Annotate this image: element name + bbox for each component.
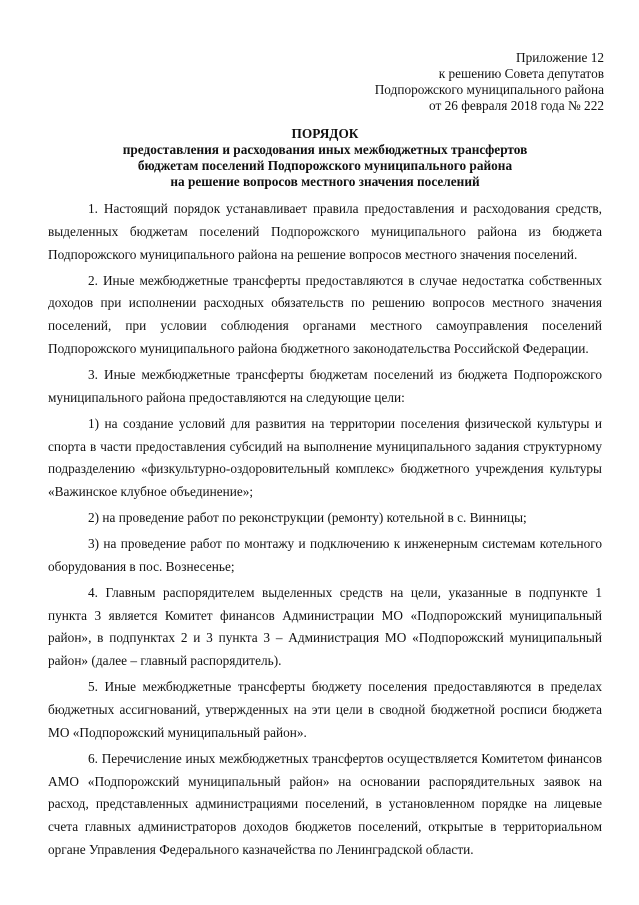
document-title (48, 126, 602, 190)
title-line-4: на решение вопросов местного значения поселений (170, 174, 480, 189)
document-body (48, 198, 602, 865)
paragraph-6: 6. Перечисление иных межбюджетных трансфертов осуществляется Комитетом финансов АМО «Подпорожский муниципальный район» на основании распорядительных заявок на расход, представленных администрациями поселений, в установленном порядке на лицевые счета главных администраторов доходов бюджетов поселений, открытые в территориальном органе Управления Федерального казначейства по Ленинградской области. (48, 750, 602, 858)
paragraph-5: 5. Иные межбюджетные трансферты бюджету поселения предоставляются в пределах бюджетных ассигнований, утвержденных на эти цели в сводной бюджетной росписи бюджета МО «Подпорожский муниципальный район». (48, 679, 602, 740)
appendix-district: Подпорожского муниципального района (374, 82, 604, 97)
paragraph-3: 3. Иные межбюджетные трансферты бюджетам поселений из бюджета Подпорожского муниципального района предоставляются на следующие цели: (48, 366, 602, 405)
subitem-1: 1) на создание условий для развития на территории поселения физической культуры и спорта в части предоставления субсидий на выполнение муниципального задания структурному подразделению «физкультурно-оздоровительный комплекс» бюджетного учреждения культуры «Важинское клубное объединение»; (48, 415, 602, 500)
appendix-header (375, 50, 604, 114)
appendix-decision: к решению Совета депутатов (438, 66, 604, 81)
title-line-1: ПОРЯДОК (291, 126, 359, 141)
subitem-2: 2) на проведение работ по реконструкции (ремонту) котельной в с. Винницы; (88, 510, 527, 526)
appendix-date: от 26 февраля 2018 года № 222 (428, 98, 604, 113)
paragraph-2: 2. Иные межбюджетные трансферты предоставляются в случае недостатка собственных доходов при исполнении расходных обязательств по решению вопросов местного значения поселений, при условии соблюдения органами местного самоуправления поселений Подпорожского муниципального района бюджетного законодательства Российской Федерации. (48, 272, 602, 356)
title-line-3: бюджетам поселений Подпорожского муниципального района (137, 158, 513, 173)
appendix-number: Приложение 12 (516, 50, 604, 65)
title-line-2: предоставления и расходования иных межбюджетных трансфертов (122, 142, 528, 157)
paragraph-1: 1. Настоящий порядок устанавливает правила предоставления и расходования средств, выделенных бюджетам поселений Подпорожского муниципального района из бюджета Подпорожского муниципального района на решение вопросов местного значения поселений. (48, 201, 602, 262)
subitem-3: 3) на проведение работ по монтажу и подключению к инженерным системам котельного оборудования в пос. Вознесенье; (48, 536, 602, 574)
paragraph-4: 4. Главным распорядителем выделенных средств на цели, указанные в подпункте 1 пункта 3 является Комитет финансов Администрации МО «Подпорожский муниципальный район», в подпунктах 2 и 3 пункта 3 – Администрация МО «Подпорожский муниципальный район» (далее – главный распорядитель). (48, 584, 602, 669)
